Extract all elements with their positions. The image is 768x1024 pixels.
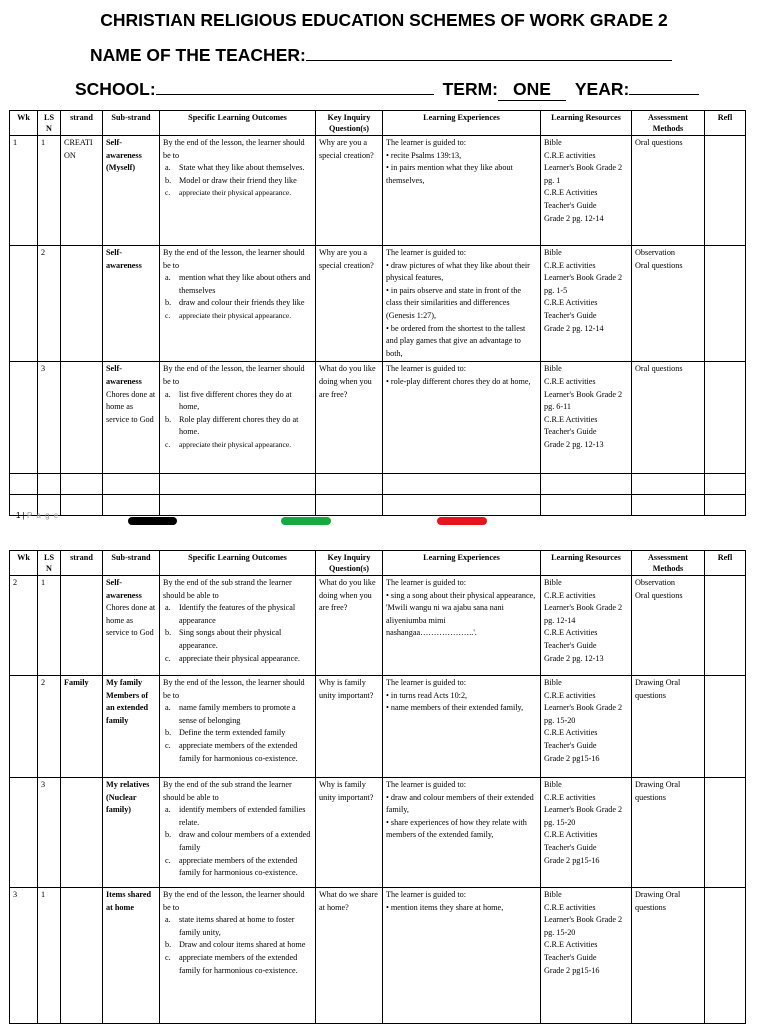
empty-cell[interactable]	[383, 495, 541, 516]
inquiry-question-cell: Why are you a special creation?	[316, 246, 383, 362]
black-color-mark	[128, 517, 177, 525]
empty-row	[10, 474, 746, 495]
outcome-text: state items shared at home to foster family unity,	[179, 915, 295, 937]
reflection-cell[interactable]	[705, 136, 746, 246]
outcome-text: draw and colour members of a extended family	[179, 830, 311, 852]
outcomes-header: Specific Learning Outcomes	[160, 111, 316, 136]
week-cell	[10, 778, 38, 888]
week-cell: 3	[10, 888, 38, 1024]
outcome-text: appreciate their physical appearance.	[179, 439, 292, 449]
teacher-name-field[interactable]	[306, 46, 672, 61]
resources-cell	[541, 136, 632, 246]
experiences-header: Learning Experiences	[383, 551, 541, 576]
school-term-year-row	[75, 79, 715, 101]
experiences-intro: The learner is guided to:	[386, 780, 467, 789]
outcome-item	[163, 804, 312, 829]
outcome-text: Define the term extended family	[179, 728, 286, 738]
lesson-row	[10, 246, 746, 362]
substrand-text: Items shared at home	[106, 890, 152, 912]
lesson-number-cell: 1	[38, 888, 61, 1024]
assessment-line: Oral questions	[635, 364, 683, 374]
outcomes-header: Specific Learning Outcomes	[160, 551, 316, 576]
assessment-line: Drawing Oral questions	[635, 890, 681, 912]
outcomes-intro: By the end of the lesson, the learner should be to	[163, 248, 305, 270]
assessment-line: Observation	[635, 248, 676, 257]
outcomes-cell	[160, 778, 316, 888]
outcome-marker: a.	[165, 805, 171, 815]
experiences-intro: The learner is guided to:	[386, 678, 467, 687]
outcome-text: appreciate their physical appearance.	[179, 310, 292, 320]
lesson-row	[10, 676, 746, 778]
assessment-cell	[632, 362, 705, 474]
empty-cell[interactable]	[632, 495, 705, 516]
reflection-header: Refl	[705, 111, 746, 136]
outcome-item	[163, 740, 312, 765]
empty-cell[interactable]	[103, 495, 160, 516]
experience-item: • mention items they share at home,	[386, 902, 504, 912]
outcome-text: appreciate members of the extended family for harmonious co-existence.	[179, 855, 298, 878]
outcome-text: name family members to promote a sense of belonging	[179, 703, 296, 725]
table-header-1	[10, 111, 746, 136]
reflection-cell[interactable]	[705, 246, 746, 362]
table-body-1	[10, 136, 746, 516]
assessment-cell	[632, 888, 705, 1024]
outcome-marker: c.	[165, 310, 171, 320]
outcomes-cell	[160, 676, 316, 778]
outcome-item	[163, 439, 312, 452]
experiences-intro: The learner is guided to:	[386, 364, 467, 374]
substrand-cell	[103, 362, 160, 474]
week-header: Wk	[10, 551, 38, 576]
experience-item: • share experiences of how they relate with members of the extended family,	[386, 817, 527, 840]
experience-item: • sing a song about their physical appearance, 'Mwili wangu ni wa ajabu sana nani aliyeniumba mimi nashangaa………………..'.	[386, 590, 536, 638]
assessment-cell	[632, 778, 705, 888]
lesson-row	[10, 576, 746, 676]
reflection-cell[interactable]	[705, 362, 746, 474]
experiences-cell	[383, 778, 541, 888]
outcomes-list	[163, 389, 312, 452]
resource-line: C.R.E Activities	[544, 298, 598, 308]
empty-cell[interactable]	[316, 474, 383, 495]
outcomes-cell	[160, 888, 316, 1024]
empty-row	[10, 495, 746, 516]
lesson-number-cell: 2	[38, 246, 61, 362]
outcome-text: Identify the features of the physical appearance	[179, 603, 296, 625]
resource-line: C.R.E Activities	[544, 188, 598, 198]
outcome-text: Sing songs about their physical appearance.	[179, 628, 282, 650]
outcome-marker: a.	[165, 273, 171, 283]
resource-line: Learner's Book Grade 2 pg. 15-20	[544, 805, 623, 827]
outcome-item	[163, 952, 312, 977]
empty-cell[interactable]	[632, 474, 705, 495]
resource-line: C.R.E Activities	[544, 414, 598, 424]
substrand-text: Chores done at home as service to God	[106, 389, 156, 424]
outcome-text: appreciate members of the extended family for harmonious co-existence.	[179, 740, 298, 763]
resources-cell	[541, 576, 632, 676]
outcome-item	[163, 914, 312, 939]
resource-line: Teacher's Guide	[544, 310, 597, 320]
experience-item: • recite Psalms 139:13,	[386, 150, 462, 160]
reflection-cell[interactable]	[705, 676, 746, 778]
term-value[interactable]: ONE	[498, 79, 566, 101]
schemes-table-page-2	[9, 550, 746, 1024]
assessment-cell	[632, 136, 705, 246]
resource-line: C.R.E Activities	[544, 628, 598, 638]
outcome-item	[163, 939, 312, 952]
assessment-line: Observation	[635, 578, 676, 587]
resource-line: Grade 2 pg15-16	[544, 965, 600, 975]
outcome-item	[163, 389, 312, 414]
substrand-cell	[103, 136, 160, 246]
lesson-number-cell: 1	[38, 136, 61, 246]
resource-line: Bible	[544, 678, 562, 687]
resources-cell	[541, 888, 632, 1024]
substrand-text: My family Members of an extended family	[106, 678, 149, 725]
empty-cell[interactable]	[38, 474, 61, 495]
table-header-2	[10, 551, 746, 576]
reflection-cell[interactable]	[705, 778, 746, 888]
resource-line: C.R.E activities	[544, 260, 596, 270]
outcome-text: Draw and colour items shared at home	[179, 940, 306, 950]
resource-line: Grade 2 pg. 12-13	[544, 439, 604, 449]
resource-line: Learner's Book Grade 2 pg. 12-14	[544, 603, 623, 625]
outcome-item	[163, 187, 312, 200]
inquiry-question-cell: What do you like doing when you are free?	[316, 576, 383, 676]
header-row	[10, 111, 746, 136]
outcome-text: list five different chores they do at home,	[179, 389, 292, 412]
inquiry-question-cell: What do we share at home?	[316, 888, 383, 1024]
outcome-marker: b.	[165, 298, 172, 308]
outcome-item	[163, 727, 312, 740]
outcome-item	[163, 162, 312, 175]
outcomes-list	[163, 162, 312, 200]
substrand-cell	[103, 576, 160, 676]
resource-line: Teacher's Guide	[544, 640, 597, 650]
outcome-text: appreciate their physical appearance.	[179, 653, 300, 663]
empty-cell[interactable]	[103, 474, 160, 495]
resource-line: Grade 2 pg15-16	[544, 753, 600, 763]
outcome-marker: c.	[165, 855, 171, 865]
assessment-line: Oral questions	[635, 138, 683, 147]
outcomes-intro: By the end of the lesson, the learner should be to	[163, 138, 305, 160]
substrand-text: Self-awareness	[106, 578, 142, 600]
resource-line: Learner's Book Grade 2 pg. 1-5	[544, 273, 623, 295]
year-field[interactable]	[629, 80, 699, 95]
outcome-marker: a.	[165, 163, 171, 173]
outcome-item	[163, 855, 312, 880]
experience-item: • in pairs mention what they like about themselves,	[386, 163, 513, 185]
green-color-mark	[281, 517, 331, 525]
experience-item: • draw pictures of what they like about their physical features,	[386, 260, 530, 283]
outcome-text: appreciate their physical appearance.	[179, 188, 292, 198]
title-text: CHRISTIAN RELIGIOUS EDUCATION SCHEMES OF WORK GRADE 2	[100, 10, 668, 30]
outcome-text: mention what they like about others and themselves	[179, 273, 311, 295]
experiences-intro: The learner is guided to:	[386, 890, 467, 899]
outcomes-list	[163, 602, 312, 665]
experiences-intro: The learner is guided to:	[386, 248, 467, 257]
outcome-marker: a.	[165, 389, 171, 399]
week-cell	[10, 676, 38, 778]
outcome-marker: a.	[165, 915, 171, 925]
resources-cell	[541, 778, 632, 888]
school-field[interactable]	[156, 80, 434, 95]
inquiry-question-cell: What do you like doing when you are free?	[316, 362, 383, 474]
resource-line: Learner's Book Grade 2 pg. 6-11	[544, 389, 623, 412]
outcome-item	[163, 653, 312, 666]
empty-cell[interactable]	[705, 474, 746, 495]
resource-line: C.R.E Activities	[544, 728, 598, 738]
substrand-text: Self-awareness	[106, 364, 142, 386]
experience-item: • in turns read Acts 10:2,	[386, 690, 468, 700]
experiences-intro: The learner is guided to:	[386, 138, 467, 147]
outcome-item	[163, 310, 312, 323]
empty-cell[interactable]	[160, 495, 316, 516]
resource-line: Bible	[544, 138, 562, 147]
resource-line: Bible	[544, 248, 562, 257]
outcome-marker: b.	[165, 940, 172, 950]
lesson-number-cell: 2	[38, 676, 61, 778]
table-body-2	[10, 576, 746, 1024]
substrand-cell	[103, 676, 160, 778]
substrand-text: My relatives (Nuclear family)	[106, 780, 150, 815]
inquiry-header: Key Inquiry Question(s)	[316, 111, 383, 136]
resource-line: Bible	[544, 578, 562, 587]
resource-line: Grade 2 pg. 12-14	[544, 213, 604, 223]
week-cell	[10, 246, 38, 362]
outcome-text: appreciate members of the extended family for harmonious co-existence.	[179, 952, 298, 975]
inquiry-question-cell: Why are you a special creation?	[316, 136, 383, 246]
empty-cell[interactable]	[705, 495, 746, 516]
header-row	[10, 551, 746, 576]
resource-line: C.R.E activities	[544, 902, 596, 912]
resource-line: Teacher's Guide	[544, 427, 597, 437]
resource-line: C.R.E Activities	[544, 830, 598, 840]
resource-line: C.R.E activities	[544, 690, 596, 700]
outcome-marker: b.	[165, 830, 172, 840]
strand-header: strand	[61, 551, 103, 576]
resource-line: C.R.E activities	[544, 590, 596, 600]
assessment-header: Assessment Methods	[632, 551, 705, 576]
experiences-cell	[383, 362, 541, 474]
lesson-row	[10, 362, 746, 474]
resource-line: Learner's Book Grade 2 pg. 15-20	[544, 915, 623, 937]
substrand-cell	[103, 888, 160, 1024]
outcome-marker: b.	[165, 728, 172, 738]
inquiry-header: Key Inquiry Question(s)	[316, 551, 383, 576]
outcomes-list	[163, 272, 312, 322]
lesson-header: LS N	[38, 111, 61, 136]
resource-line: Grade 2 pg15-16	[544, 855, 600, 865]
outcome-item	[163, 414, 312, 439]
resource-line: Bible	[544, 364, 562, 374]
reflection-header: Refl	[705, 551, 746, 576]
resources-cell	[541, 362, 632, 474]
assessment-header: Assessment Methods	[632, 111, 705, 136]
empty-cell[interactable]	[383, 474, 541, 495]
resource-line: Bible	[544, 780, 562, 789]
substrand-text: Chores done at home as service to God	[106, 603, 156, 638]
substrand-text: Self-awareness (Myself)	[106, 138, 142, 173]
strand-cell	[61, 778, 103, 888]
resource-line: Grade 2 pg. 12-13	[544, 653, 604, 663]
outcome-text: draw and colour their friends they like	[179, 298, 305, 308]
page-word: P a g e	[26, 511, 60, 520]
resources-header: Learning Resources	[541, 551, 632, 576]
resource-line: Teacher's Guide	[544, 952, 597, 962]
outcome-item	[163, 627, 312, 652]
outcome-text: Model or draw their friend they like	[179, 175, 297, 185]
outcomes-list	[163, 804, 312, 880]
outcomes-intro: By the end of the lesson, the learner should be to	[163, 678, 305, 700]
reflection-cell[interactable]	[705, 888, 746, 1024]
outcomes-cell	[160, 246, 316, 362]
outcome-marker: c.	[165, 952, 171, 962]
week-header: Wk	[10, 111, 38, 136]
outcome-text: identify members of extended families relate.	[179, 805, 306, 827]
reflection-cell[interactable]	[705, 576, 746, 676]
experience-item: • draw and colour members of their extended family,	[386, 792, 534, 815]
experience-item: • name members of their extended family,	[386, 703, 524, 713]
empty-cell[interactable]	[316, 495, 383, 516]
experiences-cell	[383, 576, 541, 676]
resource-line: C.R.E Activities	[544, 940, 598, 950]
outcome-item	[163, 602, 312, 627]
document-title	[0, 10, 768, 31]
lesson-number-cell: 3	[38, 362, 61, 474]
outcome-marker: c.	[165, 188, 171, 198]
resource-line: C.R.E activities	[544, 792, 596, 802]
experiences-intro: The learner is guided to:	[386, 578, 467, 587]
assessment-line: Drawing Oral questions	[635, 780, 681, 802]
assessment-cell	[632, 576, 705, 676]
outcome-marker: b.	[165, 628, 172, 638]
lesson-number-cell: 3	[38, 778, 61, 888]
substrand-cell	[103, 246, 160, 362]
empty-cell[interactable]	[61, 495, 103, 516]
empty-cell[interactable]	[541, 474, 632, 495]
strand-cell	[61, 362, 103, 474]
term-label: TERM:	[442, 79, 498, 99]
resource-line: Teacher's Guide	[544, 740, 597, 750]
outcome-marker: c.	[165, 439, 171, 449]
substrand-header: Sub-strand	[103, 111, 160, 136]
lesson-header: LS N	[38, 551, 61, 576]
experiences-cell	[383, 246, 541, 362]
page-number: 1	[16, 511, 21, 520]
assessment-line: Oral questions	[635, 260, 683, 270]
outcome-item	[163, 175, 312, 188]
outcomes-intro: By the end of the sub strand the learner should be able to	[163, 780, 292, 802]
resource-line: C.R.E activities	[544, 150, 596, 160]
teacher-label: NAME OF THE TEACHER:	[90, 45, 306, 65]
resource-line: Learner's Book Grade 2 pg. 15-20	[544, 703, 623, 725]
week-cell	[10, 362, 38, 474]
outcome-marker: a.	[165, 703, 171, 713]
experiences-cell	[383, 136, 541, 246]
page-footer: 1 | P a g e	[16, 511, 60, 520]
strand-cell	[61, 246, 103, 362]
assessment-line: Drawing Oral questions	[635, 678, 681, 700]
strand-header: strand	[61, 111, 103, 136]
teacher-name-row	[90, 45, 690, 66]
resource-line: Learner's Book Grade 2 pg. 1	[544, 163, 623, 185]
red-color-mark	[437, 517, 487, 525]
resources-cell	[541, 676, 632, 778]
experiences-header: Learning Experiences	[383, 111, 541, 136]
experience-item: • in pairs observe and state in front of the class their similarities and differences (Genesis 1:27),	[386, 285, 521, 320]
outcome-item	[163, 702, 312, 727]
outcome-marker: c.	[165, 653, 171, 663]
resource-line: Bible	[544, 890, 562, 899]
week-cell: 1	[10, 136, 38, 246]
outcomes-cell	[160, 576, 316, 676]
outcome-marker: b.	[165, 414, 172, 424]
outcome-marker: c.	[165, 740, 171, 750]
strand-cell: Family	[61, 676, 103, 778]
outcomes-list	[163, 914, 312, 977]
outcomes-cell	[160, 362, 316, 474]
strand-cell: CREATI ON	[61, 136, 103, 246]
resource-line: Grade 2 pg. 12-14	[544, 323, 604, 333]
outcomes-list	[163, 702, 312, 765]
assessment-line: Oral questions	[635, 590, 683, 600]
schemes-table-page-1	[9, 110, 746, 516]
resource-line: C.R.E activities	[544, 376, 596, 386]
lesson-row	[10, 888, 746, 1024]
experiences-cell	[383, 676, 541, 778]
year-label: YEAR:	[574, 79, 630, 99]
assessment-cell	[632, 676, 705, 778]
outcomes-intro: By the end of the sub strand the learner should be able to	[163, 578, 292, 600]
strand-cell	[61, 576, 103, 676]
outcomes-cell	[160, 136, 316, 246]
outcome-marker: b.	[165, 175, 172, 185]
outcomes-intro: By the end of the lesson, the learner should be to	[163, 890, 305, 912]
empty-cell[interactable]	[10, 474, 38, 495]
lesson-number-cell: 1	[38, 576, 61, 676]
empty-cell[interactable]	[160, 474, 316, 495]
week-cell: 2	[10, 576, 38, 676]
substrand-header: Sub-strand	[103, 551, 160, 576]
empty-cell[interactable]	[541, 495, 632, 516]
outcome-marker: a.	[165, 603, 171, 613]
outcomes-intro: By the end of the lesson, the learner should be to	[163, 364, 305, 386]
resources-header: Learning Resources	[541, 111, 632, 136]
outcome-item	[163, 829, 312, 854]
lesson-row	[10, 778, 746, 888]
outcome-text: State what they like about themselves.	[179, 163, 305, 173]
experience-item: • be ordered from the shortest to the tallest and play games that give an advantage to both,	[386, 323, 526, 358]
empty-cell[interactable]	[61, 474, 103, 495]
experience-item: • role-play different chores they do at home,	[386, 376, 531, 386]
resource-line: Teacher's Guide	[544, 842, 597, 852]
resources-cell	[541, 246, 632, 362]
resource-line: Teacher's Guide	[544, 200, 597, 210]
school-label: SCHOOL:	[75, 79, 156, 99]
outcome-item	[163, 272, 312, 297]
assessment-cell	[632, 246, 705, 362]
inquiry-question-cell: Why is family unity important?	[316, 676, 383, 778]
substrand-cell	[103, 778, 160, 888]
experiences-cell	[383, 888, 541, 1024]
outcome-item	[163, 297, 312, 310]
outcome-text: Role play different chores they do at home.	[179, 414, 299, 437]
inquiry-question-cell: Why is family unity important?	[316, 778, 383, 888]
lesson-row	[10, 136, 746, 246]
strand-cell	[61, 888, 103, 1024]
substrand-text: Self-awareness	[106, 248, 142, 270]
